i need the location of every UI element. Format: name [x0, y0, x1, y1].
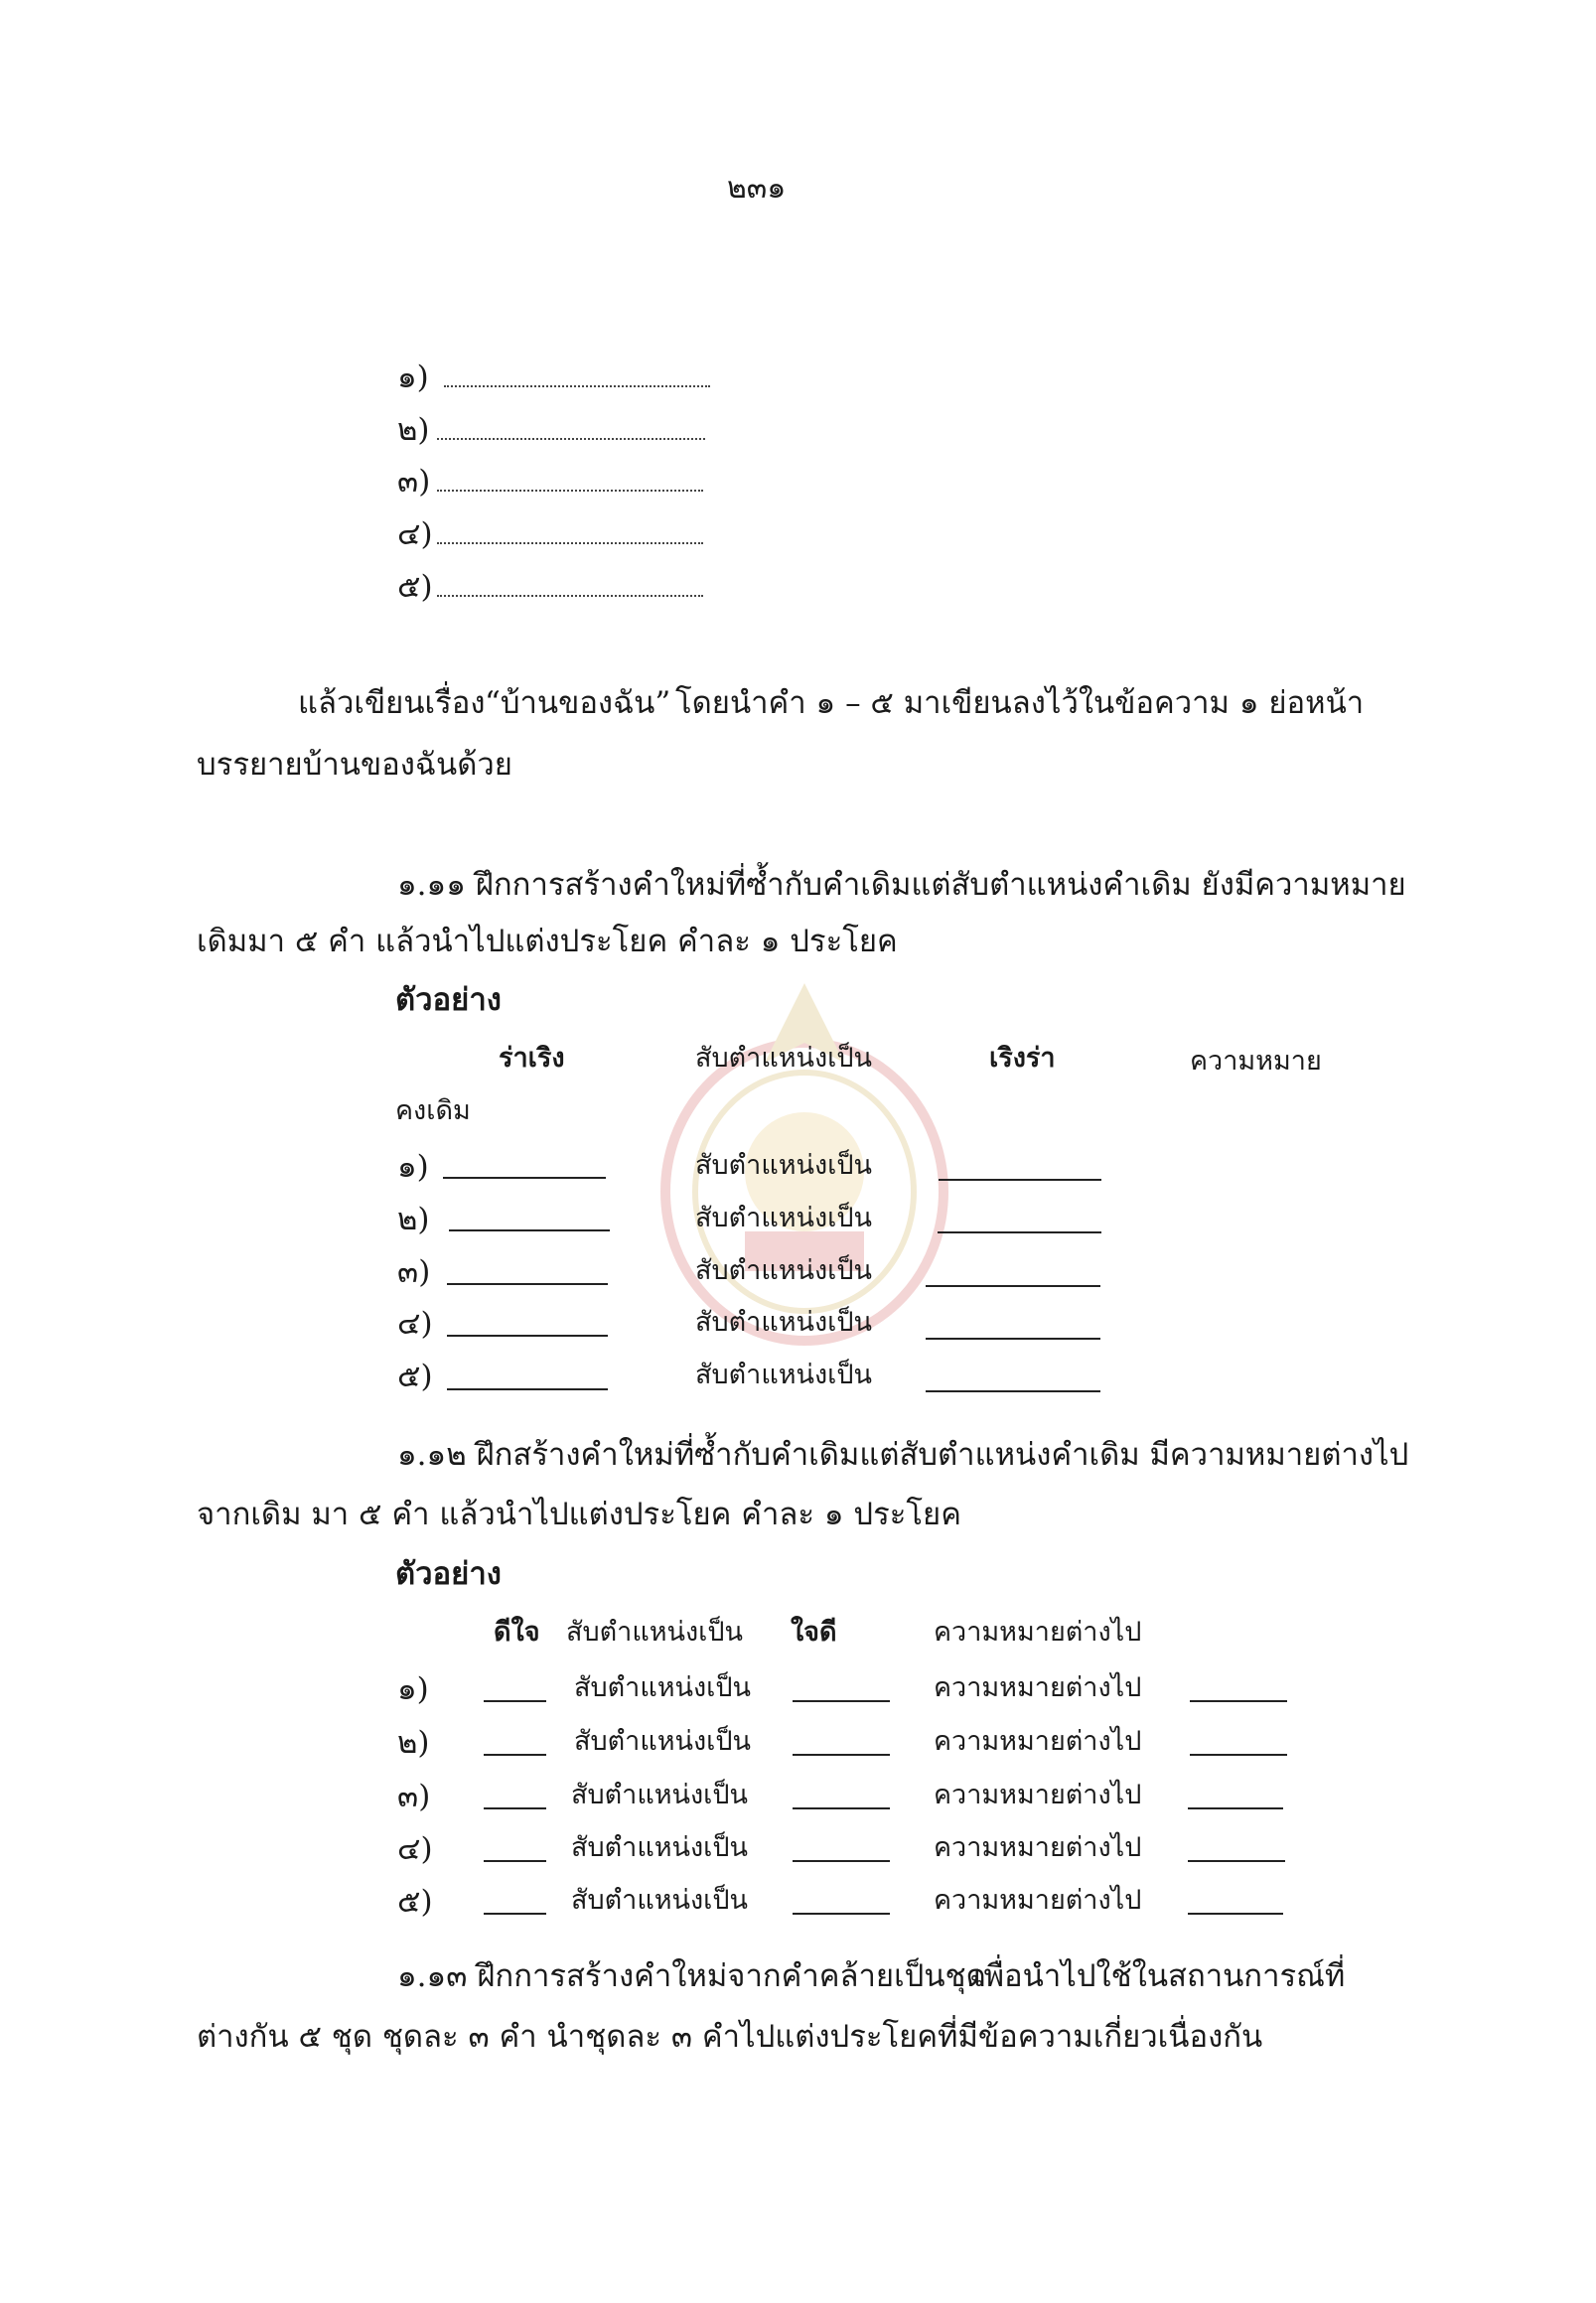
row-swap-text: สับตำแหน่งเป็น [574, 1726, 751, 1757]
intro-text-part2: โดยนำคำ ๑ – ๕ มาเขียนลงไว้ในข้อความ ๑ ย่อหน้า [675, 685, 1365, 721]
answer-blank [1190, 1754, 1287, 1756]
row-meaning-text: ความหมายต่างไป [934, 1672, 1142, 1703]
row-swap-text: สับตำแหน่งเป็น [695, 1255, 872, 1286]
row-meaning-text: ความหมายต่างไป [934, 1832, 1142, 1863]
row-number: ๕) [397, 1884, 433, 1920]
answer-blank [793, 1807, 890, 1809]
dotted-answer-line [437, 438, 705, 440]
answer-blank [1190, 1700, 1287, 1702]
answer-blank [447, 1283, 608, 1285]
example-label: ตัวอย่าง [395, 1556, 502, 1592]
row-swap-text: สับตำแหน่งเป็น [571, 1832, 748, 1863]
answer-blank [447, 1388, 608, 1390]
answer-blank [1188, 1860, 1285, 1862]
example-meaning-label: ความหมายต่างไป [934, 1617, 1142, 1648]
intro-text-line2: บรรยายบ้านของฉันด้วย [197, 747, 512, 783]
page-number: ๒๓๑ [727, 171, 787, 206]
example-swap-text: สับตำแหน่งเป็น [566, 1617, 743, 1648]
answer-blank [793, 1913, 890, 1915]
example-meaning-label: ความหมาย [1190, 1046, 1322, 1077]
list-item-number: ๓) [397, 464, 431, 500]
example-label: ตัวอย่าง [395, 982, 502, 1018]
answer-blank [449, 1229, 610, 1231]
section-1-11-line2: เดิมมา ๕ คำ แล้วนำไปแต่งประโยค คำละ ๑ ประโยค [197, 924, 898, 959]
answer-blank [793, 1700, 890, 1702]
row-number: ๔) [397, 1306, 433, 1342]
row-number: ๔) [397, 1831, 433, 1867]
answer-blank [443, 1177, 606, 1179]
section-1-12-line1: ๑.๑๒ ฝึกสร้างคำใหม่ที่ซ้ำกับคำเดิมแต่สับตำแหน่งคำเดิม มีความหมายต่างไป [397, 1437, 1409, 1473]
example-meaning-unchanged: คงเดิม [395, 1095, 471, 1126]
row-swap-text: สับตำแหน่งเป็น [695, 1150, 872, 1181]
answer-blank [1188, 1807, 1283, 1809]
list-item-number: ๕) [397, 569, 433, 605]
answer-blank [793, 1860, 890, 1862]
answer-blank [926, 1285, 1100, 1287]
answer-blank [938, 1231, 1101, 1233]
row-number: ๒) [397, 1202, 430, 1237]
answer-blank [926, 1338, 1100, 1340]
row-number: ๒) [397, 1725, 430, 1761]
section-1-13-line1-part2: เพื่อนำไปใช้ในสถานการณ์ที่ [973, 1958, 1346, 1994]
intro-quote: “บ้านของฉัน” [485, 685, 671, 721]
answer-blank [484, 1754, 546, 1756]
dotted-answer-line [437, 595, 703, 597]
answer-blank [447, 1335, 608, 1337]
dotted-answer-line [444, 385, 710, 387]
row-swap-text: สับตำแหน่งเป็น [695, 1360, 872, 1390]
dotted-answer-line [437, 490, 703, 492]
example-word-original: ดีใจ [494, 1617, 540, 1648]
section-1-11-line1: ๑.๑๑ ฝึกการสร้างคำใหม่ที่ซ้ำกับคำเดิมแต่สับตำแหน่งคำเดิม ยังมีความหมาย [397, 867, 1406, 903]
row-meaning-text: ความหมายต่างไป [934, 1885, 1142, 1916]
answer-blank [926, 1390, 1100, 1392]
example-word-swapped: เริงร่า [989, 1043, 1056, 1074]
dotted-answer-line [437, 542, 703, 544]
answer-blank [484, 1860, 546, 1862]
row-swap-text: สับตำแหน่งเป็น [695, 1307, 872, 1338]
list-item-number: ๑) [397, 360, 429, 395]
row-number: ๑) [397, 1671, 429, 1707]
answer-blank [939, 1179, 1101, 1181]
row-meaning-text: ความหมายต่างไป [934, 1780, 1142, 1810]
answer-blank [484, 1700, 546, 1702]
row-swap-text: สับตำแหน่งเป็น [571, 1780, 748, 1810]
row-number: ๕) [397, 1359, 433, 1394]
list-item-number: ๔) [397, 516, 433, 552]
row-number: ๑) [397, 1149, 429, 1185]
example-swap-text: สับตำแหน่งเป็น [695, 1043, 872, 1074]
example-word-swapped: ใจดี [791, 1617, 837, 1648]
row-meaning-text: ความหมายต่างไป [934, 1726, 1142, 1757]
answer-blank [484, 1807, 546, 1809]
section-1-12-line2: จากเดิม มา ๕ คำ แล้วนำไปแต่งประโยค คำละ ๑ ประโยค [197, 1497, 961, 1532]
row-number: ๓) [397, 1779, 431, 1814]
section-1-13-line1-part1: ๑.๑๓ ฝึกการสร้างคำใหม่จากคำคล้ายเป็นชุด [397, 1958, 986, 1994]
row-swap-text: สับตำแหน่งเป็น [571, 1885, 748, 1916]
example-word-original: ร่าเริง [499, 1043, 565, 1074]
row-swap-text: สับตำแหน่งเป็น [695, 1203, 872, 1233]
section-1-13-line2: ต่างกัน ๕ ชุด ชุดละ ๓ คำ นำชุดละ ๓ คำไปแต่งประโยคที่มีข้อความเกี่ยวเนื่องกัน [197, 2019, 1263, 2055]
answer-blank [1188, 1913, 1283, 1915]
answer-blank [793, 1754, 890, 1756]
answer-blank [484, 1913, 546, 1915]
list-item-number: ๒) [397, 412, 430, 448]
intro-text-part1: แล้วเขียนเรื่อง [298, 685, 486, 721]
row-number: ๓) [397, 1254, 431, 1290]
row-swap-text: สับตำแหน่งเป็น [574, 1672, 751, 1703]
